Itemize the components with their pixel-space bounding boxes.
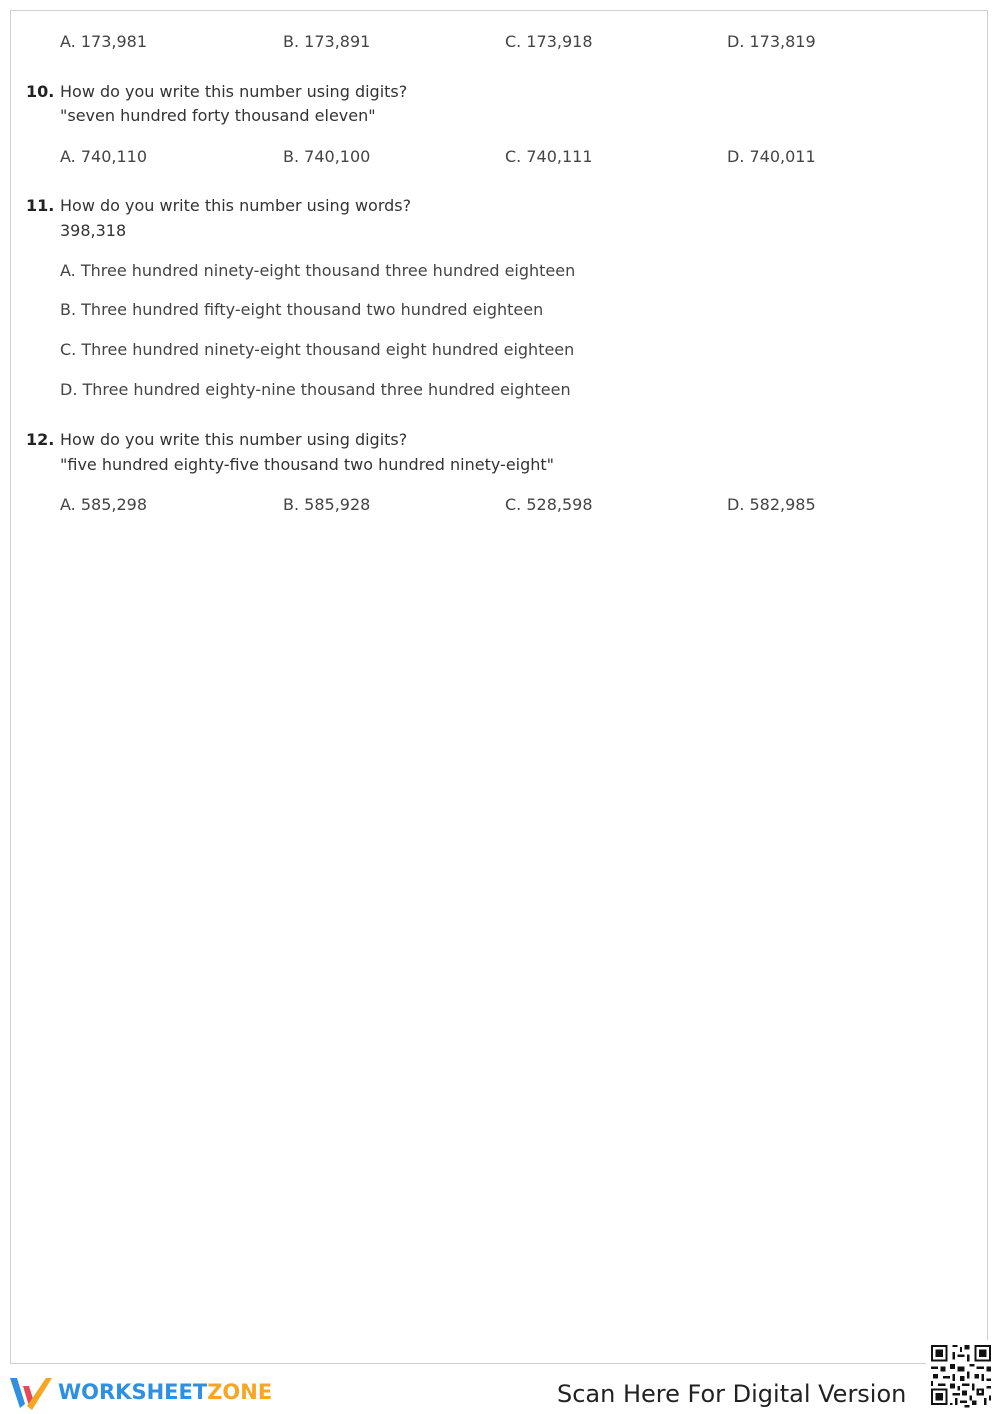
q12-option-c[interactable]: C. 528,598 xyxy=(505,495,593,514)
q11-option-c[interactable]: C. Three hundred ninety-eight thousand eight hundred eighteen xyxy=(60,340,575,359)
qr-code-icon[interactable] xyxy=(926,1340,996,1410)
question-subject: "seven hundred forty thousand eleven" xyxy=(60,106,376,125)
q11-option-a[interactable]: A. Three hundred ninety-eight thousand three hundred eighteen xyxy=(60,261,576,280)
q9-option-a[interactable]: A. 173,981 xyxy=(60,32,147,51)
q10-option-c[interactable]: C. 740,111 xyxy=(505,147,593,166)
q9-option-b[interactable]: B. 173,891 xyxy=(283,32,371,51)
brand-name-part-1: WORKSHEET xyxy=(58,1380,208,1404)
q11-option-b[interactable]: B. Three hundred fifty-eight thousand two hundred eighteen xyxy=(60,300,544,319)
brand-name-part-2: ZONE xyxy=(207,1380,273,1404)
brand-name xyxy=(58,1380,272,1404)
question-subject: "five hundred eighty-five thousand two hundred ninety-eight" xyxy=(60,455,555,474)
question-prompt: How do you write this number using digits? xyxy=(60,430,408,449)
question-subject: 398,318 xyxy=(60,221,127,240)
q11-option-d[interactable]: D. Three hundred eighty-nine thousand three hundred eighteen xyxy=(60,380,571,399)
q12-options xyxy=(0,494,1000,518)
q9-option-d[interactable]: D. 173,819 xyxy=(727,32,816,51)
question-number: 11. xyxy=(26,196,55,215)
q12-option-b[interactable]: B. 585,928 xyxy=(283,495,371,514)
q9-options xyxy=(0,31,1000,55)
q10-option-b[interactable]: B. 740,100 xyxy=(283,147,371,166)
question-prompt: How do you write this number using words? xyxy=(60,196,412,215)
scan-digital-version-text: Scan Here For Digital Version xyxy=(557,1380,907,1408)
q10-option-d[interactable]: D. 740,011 xyxy=(727,147,816,166)
question-number: 10. xyxy=(26,82,55,101)
worksheetzone-logo-icon xyxy=(10,1376,54,1410)
q10-option-a[interactable]: A. 740,110 xyxy=(60,147,147,166)
question-prompt: How do you write this number using digits? xyxy=(60,82,408,101)
q9-option-c[interactable]: C. 173,918 xyxy=(505,32,593,51)
page-footer xyxy=(0,1366,1000,1414)
q12-option-a[interactable]: A. 585,298 xyxy=(60,495,147,514)
q12-option-d[interactable]: D. 582,985 xyxy=(727,495,816,514)
question-number: 12. xyxy=(26,430,55,449)
q10-options xyxy=(0,146,1000,170)
